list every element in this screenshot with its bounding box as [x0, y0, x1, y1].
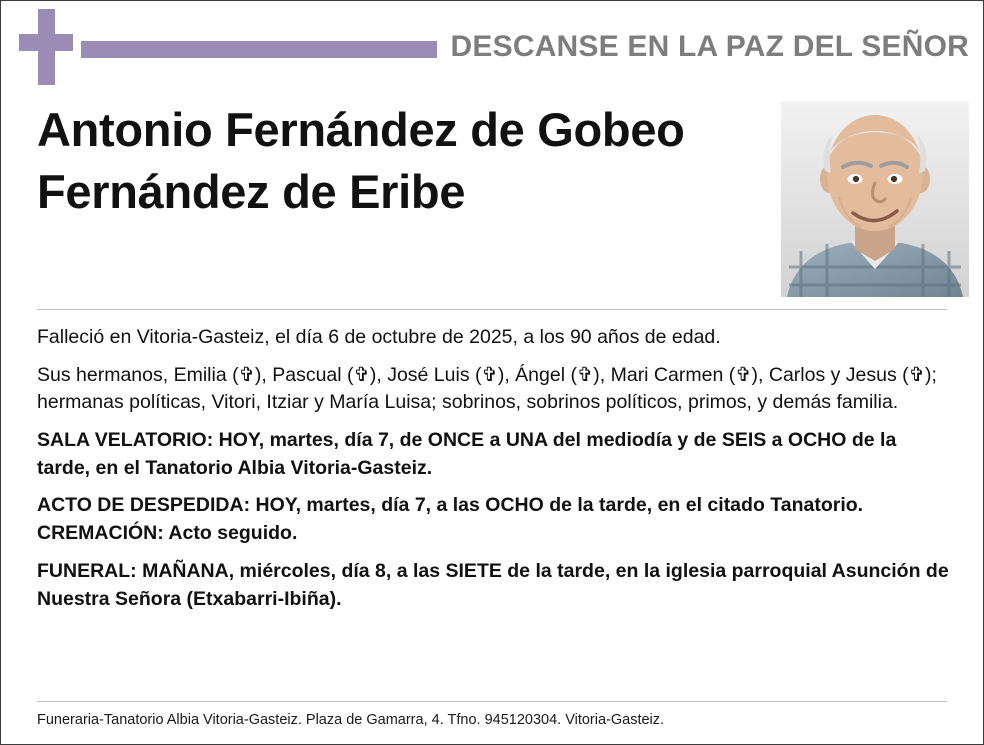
farewell-line: ACTO DE DESPEDIDA: HOY, martes, día 7, a las OCHO de la tarde, en el citado Tanatorio. CREMACIÓN: Acto seguido.: [37, 494, 864, 545]
deceased-name: Antonio Fernández de Gobeo Fernández de Eribe: [37, 103, 685, 219]
header-title: DESCANSE EN LA PAZ DEL SEÑOR: [450, 30, 969, 63]
cross-icon: [19, 9, 73, 85]
portrait-illustration: [781, 101, 969, 297]
footer-divider: [37, 701, 947, 702]
name-block: [1, 93, 983, 295]
wake-line: SALA VELATORIO: HOY, martes, día 7, de ONCE a UNA del mediodía y de SEIS a OCHO de la tarde, en el Tanatorio Albia Vitoria-Gasteiz.: [37, 429, 897, 479]
funeral-home-info: Funeraria-Tanatorio Albia Vitoria-Gasteiz. Plaza de Gamarra, 4. Tfno. 945120304. Vitoria-Gasteiz.: [37, 712, 665, 729]
footer: [1, 701, 983, 730]
funeral-line: FUNERAL: MAÑANA, miércoles, día 8, a las SIETE de la tarde, en la iglesia parroquial Asunción de Nuestra Señora (Etxabarri-Ibiña).: [37, 559, 949, 610]
death-notice-line: Falleció en Vitoria-Gasteiz, el día 6 de octubre de 2025, a los 90 años de edad.: [37, 326, 721, 348]
body-text: [1, 310, 983, 613]
family-line: Sus hermanos, Emilia (✞), Pascual (✞), José Luis (✞), Ángel (✞), Mari Carmen (✞), Carlos y Jesus (✞); hermanas políticas, Vitori, Itziar y María Luisa; sobrinos, sobrinos políticos, primos, y demás familia.: [37, 363, 937, 414]
portrait-photo: [781, 101, 969, 297]
header-rule: [81, 41, 437, 58]
header-band: [1, 1, 983, 93]
